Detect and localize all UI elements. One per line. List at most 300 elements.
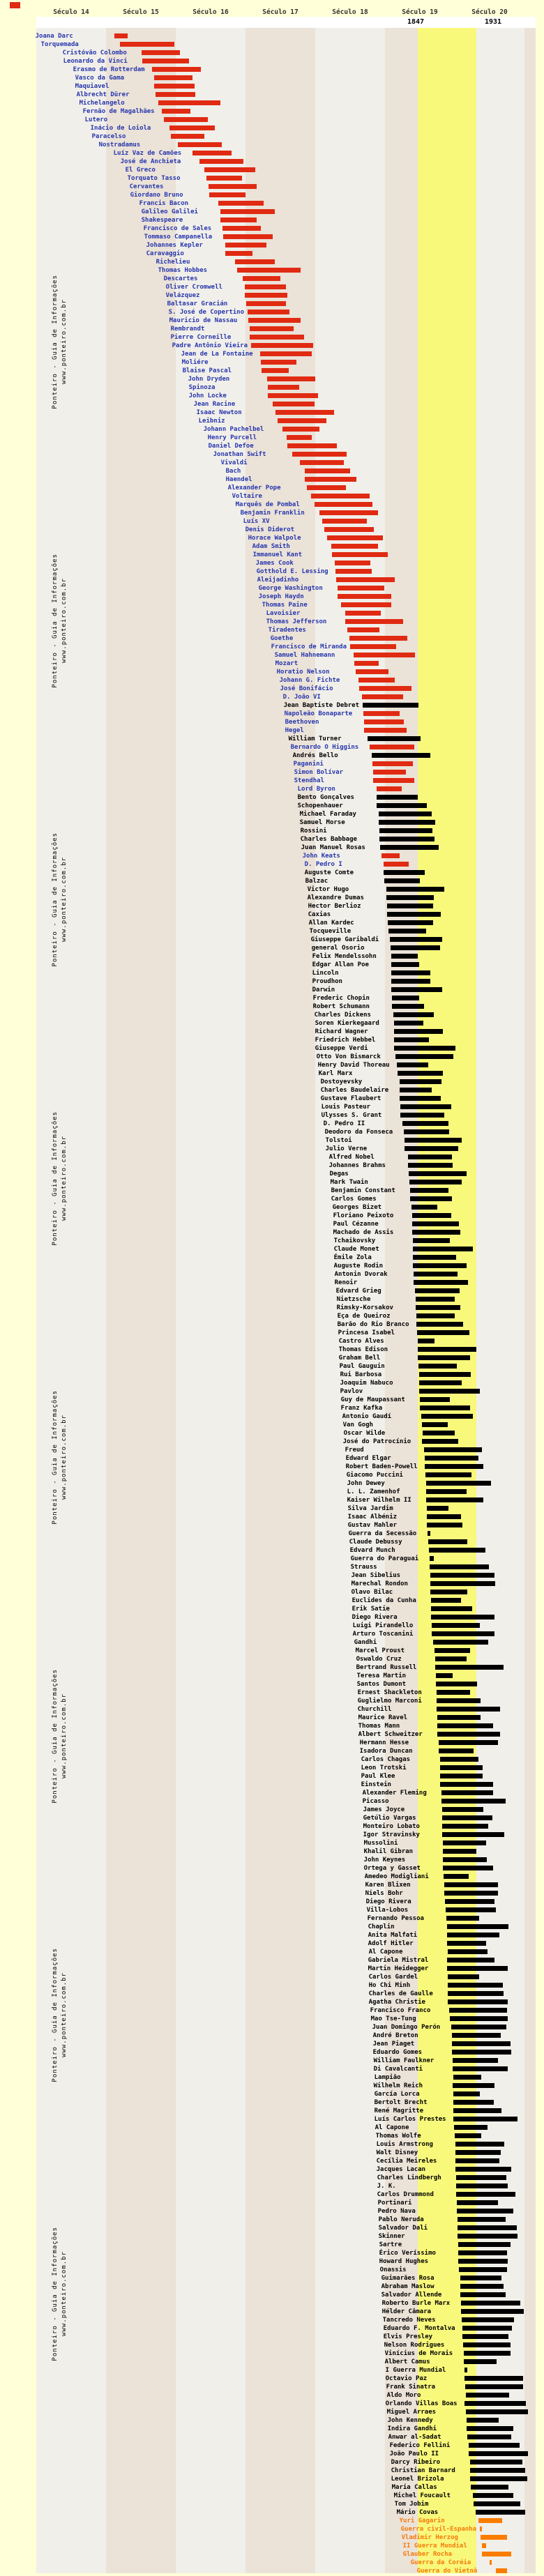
row-label[interactable]: Padre Antônio Vieira: [172, 342, 248, 349]
row-label[interactable]: Luís XV: [243, 518, 319, 525]
row-label[interactable]: Pablo Neruda: [378, 2216, 454, 2223]
row-label[interactable]: Hélder Câmara: [381, 2308, 458, 2315]
row-label[interactable]: John Dryden: [188, 376, 264, 383]
row-label[interactable]: Gabriela Mistral: [368, 1957, 444, 1964]
row-label[interactable]: Hector Berlioz: [308, 903, 384, 910]
row-label[interactable]: Gotthold E. Lessing: [256, 568, 332, 575]
row-label[interactable]: Roberto Burle Marx: [381, 2300, 458, 2307]
row-label[interactable]: Thomas Edison: [338, 1346, 414, 1353]
row-label[interactable]: Michael Faraday: [299, 811, 375, 818]
row-label[interactable]: Gustave Flaubert: [320, 1095, 396, 1102]
row-label[interactable]: Tchaikovsky: [333, 1237, 409, 1244]
row-label[interactable]: Alexander Pope: [227, 485, 303, 491]
row-label[interactable]: Giacomo Puccini: [346, 1472, 422, 1479]
row-label[interactable]: Rui Barbosa: [340, 1371, 416, 1378]
row-label[interactable]: Frank Sinatra: [386, 2384, 462, 2391]
row-label[interactable]: J. K.: [377, 2183, 453, 2190]
row-label[interactable]: Edvard Grieg: [335, 1288, 411, 1295]
row-label[interactable]: Louis Pasteur: [321, 1104, 397, 1111]
row-label[interactable]: Haendel: [225, 476, 301, 483]
row-label[interactable]: Shakespeare: [141, 217, 217, 224]
row-label[interactable]: Charles Baudelaire: [320, 1087, 396, 1094]
row-label[interactable]: Henry Purcell: [207, 434, 283, 441]
row-label[interactable]: Christian Barnard: [391, 2467, 467, 2474]
row-label[interactable]: Caxias: [308, 911, 384, 918]
row-label[interactable]: Cecília Meireles: [376, 2158, 452, 2165]
row-label[interactable]: Luigi Pirandello: [352, 1622, 428, 1629]
row-label[interactable]: Giuseppe Garibaldi: [310, 936, 386, 943]
row-label[interactable]: Proudhon: [312, 978, 388, 985]
row-label[interactable]: Daniel Defoe: [208, 443, 284, 450]
row-label[interactable]: Princesa Isabel: [338, 1329, 414, 1336]
row-label[interactable]: Tiradentes: [268, 627, 344, 634]
row-label[interactable]: Beethoven: [285, 719, 361, 726]
row-label[interactable]: Robert Baden-Powell: [345, 1463, 421, 1470]
row-label[interactable]: Rossini: [300, 828, 376, 834]
row-label[interactable]: Jean Sibelius: [351, 1572, 427, 1579]
row-label[interactable]: Euclides da Cunha: [352, 1597, 428, 1604]
row-label[interactable]: Edgar Allan Poe: [312, 961, 388, 968]
row-label[interactable]: Mozart: [275, 660, 351, 667]
row-label[interactable]: Diego Rivera: [365, 1898, 441, 1905]
row-label[interactable]: Albrecht Dürer: [76, 91, 152, 98]
row-label[interactable]: John Locke: [188, 393, 264, 399]
row-label[interactable]: Guerra civil-Espanha: [400, 2526, 476, 2533]
row-label[interactable]: Thomas Hobbes: [158, 267, 234, 274]
row-label[interactable]: Eça de Queiroz: [337, 1313, 413, 1320]
row-label[interactable]: Oscar Wilde: [343, 1430, 419, 1437]
row-label[interactable]: Salvador Dali: [378, 2225, 454, 2232]
row-label[interactable]: Simon Bolívar: [294, 769, 370, 776]
row-label[interactable]: Joaquim Nabuco: [340, 1380, 416, 1387]
row-label[interactable]: Charles Dickens: [314, 1012, 390, 1019]
row-label[interactable]: Samuel Morse: [299, 819, 375, 826]
row-label[interactable]: Juan Manuel Rosas: [301, 844, 377, 851]
row-label[interactable]: Maurice Ravel: [358, 1714, 434, 1721]
row-label[interactable]: Leonardo da Vinci: [63, 58, 139, 65]
row-label[interactable]: Victor Hugo: [307, 886, 383, 893]
row-label[interactable]: Voltaire: [232, 493, 308, 500]
row-label[interactable]: Ho Chi Minh: [368, 1982, 444, 1989]
row-label[interactable]: Floriano Peixoto: [333, 1212, 409, 1219]
row-label[interactable]: Immanuel Kant: [252, 551, 328, 558]
row-label[interactable]: Indira Gandhi: [387, 2425, 463, 2432]
row-label[interactable]: Jean Baptiste Debret: [283, 702, 359, 709]
row-label[interactable]: Joana Darc: [35, 33, 111, 40]
row-label[interactable]: Edward Elgar: [345, 1455, 421, 1462]
row-label[interactable]: Benjamin Constant: [331, 1187, 407, 1194]
row-label[interactable]: Fernando Pessoa: [367, 1915, 443, 1922]
row-label[interactable]: Karen Blixen: [365, 1882, 441, 1889]
row-label[interactable]: William Turner: [288, 736, 364, 742]
row-label[interactable]: Guerra do Vietnã: [416, 2568, 492, 2575]
row-label[interactable]: Santos Dumont: [356, 1681, 432, 1688]
row-label[interactable]: Renoir: [334, 1279, 410, 1286]
row-label[interactable]: Picasso: [362, 1798, 438, 1805]
row-label[interactable]: Freud: [345, 1447, 421, 1454]
row-label[interactable]: Maquiavel: [75, 83, 151, 90]
row-label[interactable]: Walt Disney: [376, 2149, 452, 2156]
row-label[interactable]: Bertrand Russell: [356, 1664, 432, 1671]
row-label[interactable]: Arturo Toscanini: [352, 1631, 428, 1638]
row-label[interactable]: II Guerra Mundial: [402, 2543, 478, 2550]
row-label[interactable]: Gandhi: [354, 1639, 430, 1646]
row-label[interactable]: Johannes Brahms: [328, 1162, 405, 1169]
row-label[interactable]: Joseph Haydn: [258, 593, 334, 600]
row-label[interactable]: Villa-Lobos: [366, 1907, 442, 1914]
row-label[interactable]: Graham Bell: [338, 1355, 414, 1362]
row-label[interactable]: Bertolt Brecht: [374, 2099, 450, 2106]
row-label[interactable]: James Cook: [255, 560, 331, 567]
row-label[interactable]: Aleijadinho: [257, 577, 333, 584]
row-label[interactable]: Émile Zola: [333, 1254, 409, 1261]
row-label[interactable]: Michelangelo: [79, 100, 155, 107]
row-label[interactable]: Johann Pachelbel: [203, 426, 279, 433]
row-label[interactable]: Getúlio Vargas: [363, 1815, 439, 1822]
row-label[interactable]: Vinícius de Morais: [384, 2350, 460, 2357]
row-label[interactable]: Nostradamus: [98, 142, 174, 148]
row-label[interactable]: Pedro Nava: [377, 2208, 453, 2215]
row-label[interactable]: Thomas Wolfe: [375, 2133, 451, 2140]
row-label[interactable]: Salvador Allende: [381, 2292, 457, 2299]
row-label[interactable]: Guglielmo Marconi: [357, 1698, 433, 1705]
row-label[interactable]: Ernest Shackleton: [357, 1689, 433, 1696]
row-label[interactable]: Carlos Gardel: [368, 1974, 444, 1981]
row-label[interactable]: Bento Gonçalves: [297, 794, 373, 801]
row-label[interactable]: Claude Monet: [333, 1246, 409, 1253]
row-label[interactable]: Adolf Hitler: [368, 1940, 444, 1947]
row-label[interactable]: John Keynes: [363, 1857, 439, 1864]
row-label[interactable]: Rimsky-Korsakov: [336, 1304, 412, 1311]
row-label[interactable]: Thomas Mann: [358, 1723, 434, 1730]
row-label[interactable]: Pavlov: [340, 1388, 416, 1395]
row-label[interactable]: Napoleão Bonaparte: [284, 710, 360, 717]
row-label[interactable]: Georges Bizet: [332, 1204, 408, 1211]
row-label[interactable]: Jean Piaget: [372, 2041, 448, 2048]
row-label[interactable]: Silva Jardim: [347, 1505, 423, 1512]
row-label[interactable]: Lincoln: [312, 970, 388, 977]
row-label[interactable]: Baltasar Gracián: [167, 300, 243, 307]
row-label[interactable]: Chaplin: [368, 1923, 444, 1930]
row-label[interactable]: Michel Foucault: [393, 2492, 469, 2499]
row-label[interactable]: Einstein: [361, 1781, 437, 1788]
row-label[interactable]: Darcy Ribeiro: [391, 2459, 467, 2466]
row-label[interactable]: Luíz Vaz de Camões: [113, 150, 189, 157]
row-label[interactable]: Wilhelm Reich: [373, 2082, 449, 2089]
row-label[interactable]: Francisco de Sales: [143, 225, 219, 232]
row-label[interactable]: José de Anchieta: [120, 158, 196, 165]
row-label[interactable]: Ortega y Gasset: [363, 1865, 439, 1872]
row-label[interactable]: Antonio Gaudí: [342, 1413, 418, 1420]
row-label[interactable]: D. Pedro II: [323, 1120, 399, 1127]
row-label[interactable]: Mark Twain: [330, 1179, 406, 1186]
row-label[interactable]: Cristóvão Colombo: [62, 49, 138, 56]
row-label[interactable]: Sartre: [379, 2241, 455, 2248]
row-label[interactable]: Julio Verne: [325, 1145, 401, 1152]
row-label[interactable]: Érico Veríssimo: [379, 2250, 455, 2257]
row-label[interactable]: Benjamin Franklin: [240, 510, 316, 517]
row-label[interactable]: El Greco: [125, 167, 201, 174]
row-label[interactable]: Churchill: [357, 1706, 433, 1713]
row-label[interactable]: Descartes: [163, 275, 239, 282]
row-label[interactable]: Torquemada: [40, 41, 116, 48]
row-label[interactable]: Antonin Dvorak: [334, 1271, 410, 1278]
row-label[interactable]: Soren Kierkegaard: [315, 1020, 391, 1027]
row-label[interactable]: Guerra da Coréia: [410, 2559, 486, 2566]
row-label[interactable]: Hermann Hesse: [359, 1739, 435, 1746]
row-label[interactable]: Auguste Rodin: [333, 1263, 409, 1270]
row-label[interactable]: Oswaldo Cruz: [356, 1656, 432, 1663]
row-label[interactable]: Oliver Cromwell: [165, 284, 241, 291]
row-label[interactable]: Inácio de Loiola: [90, 125, 166, 132]
row-label[interactable]: Tommaso Campanella: [144, 234, 220, 241]
row-label[interactable]: Martin Heidegger: [368, 1965, 444, 1972]
row-label[interactable]: Carlos Chagas: [361, 1756, 437, 1763]
row-label[interactable]: Francisco Franco: [370, 2007, 446, 2014]
row-label[interactable]: D. Pedro I: [304, 861, 380, 868]
row-label[interactable]: Vladimir Herzog: [401, 2534, 477, 2541]
row-label[interactable]: Giordano Bruno: [130, 192, 206, 199]
row-label[interactable]: Horace Walpole: [248, 535, 324, 542]
row-label[interactable]: Tancredo Neves: [382, 2317, 458, 2324]
row-label[interactable]: Pierre Corneille: [170, 334, 246, 341]
row-label[interactable]: Albert Schweitzer: [358, 1731, 434, 1738]
row-label[interactable]: Khalil Gibran: [363, 1848, 439, 1855]
row-label[interactable]: Galileo Galilei: [141, 208, 217, 215]
row-label[interactable]: S. José de Copertino: [168, 309, 244, 316]
row-label[interactable]: Jean Racine: [193, 401, 269, 408]
row-label[interactable]: Mário Covas: [396, 2509, 472, 2516]
row-label[interactable]: Kaiser Wilhelm II: [347, 1497, 423, 1504]
row-label[interactable]: García Lorca: [374, 2091, 450, 2098]
row-label[interactable]: Hegel: [285, 727, 361, 734]
row-label[interactable]: L. L. Zamenhof: [347, 1488, 423, 1495]
row-label[interactable]: Dostoyevsky: [320, 1079, 396, 1085]
row-label[interactable]: Glauber Rocha: [402, 2551, 478, 2558]
row-label[interactable]: Tocqueville: [309, 928, 385, 935]
row-label[interactable]: Claude Debussy: [349, 1539, 425, 1546]
row-label[interactable]: John Dewey: [347, 1480, 423, 1487]
row-label[interactable]: Isaac Newton: [196, 409, 272, 416]
row-label[interactable]: James Joyce: [363, 1806, 439, 1813]
row-label[interactable]: Guimarães Rosa: [381, 2275, 457, 2282]
row-label[interactable]: Lampião: [374, 2074, 450, 2081]
row-label[interactable]: Eduardo F. Montalva: [383, 2325, 459, 2332]
row-label[interactable]: Federico Fellini: [389, 2442, 465, 2449]
row-label[interactable]: Edvard Munch: [349, 1547, 425, 1554]
row-label[interactable]: D. João VI: [282, 694, 358, 701]
row-label[interactable]: Charles de Gaulle: [368, 1990, 444, 1997]
row-label[interactable]: Richard Wagner: [315, 1028, 391, 1035]
row-label[interactable]: Van Gogh: [342, 1422, 418, 1428]
row-label[interactable]: Aldo Moro: [386, 2392, 462, 2399]
row-label[interactable]: general Osorio: [311, 945, 387, 952]
row-label[interactable]: Amedeo Modigliani: [364, 1873, 440, 1880]
row-label[interactable]: George Washington: [258, 585, 334, 592]
row-label[interactable]: Fernão de Magalhães: [82, 108, 158, 115]
row-label[interactable]: Albert Camus: [384, 2358, 460, 2365]
row-label[interactable]: Franz Kafka: [340, 1405, 416, 1412]
row-label[interactable]: Blaise Pascal: [182, 367, 258, 374]
row-label[interactable]: Torquato Tasso: [127, 175, 203, 182]
row-label[interactable]: Castro Alves: [338, 1338, 414, 1345]
row-label[interactable]: Machado de Assis: [333, 1229, 409, 1236]
row-label[interactable]: Nelson Rodrigues: [384, 2342, 460, 2349]
row-label[interactable]: Erasmo de Rotterdam: [73, 66, 149, 73]
row-label[interactable]: Carlos Drummond: [377, 2191, 453, 2198]
row-label[interactable]: Mao Tse-Tung: [370, 2015, 446, 2022]
row-label[interactable]: Di Cavalcanti: [373, 2066, 449, 2073]
row-label[interactable]: Mussolini: [363, 1840, 439, 1847]
row-label[interactable]: Cervantes: [129, 183, 205, 190]
row-label[interactable]: Elvis Presley: [383, 2333, 459, 2340]
row-label[interactable]: Paganini: [293, 761, 369, 768]
row-label[interactable]: Horatio Nelson: [276, 669, 352, 676]
row-label[interactable]: Otto Von Bismarck: [316, 1053, 392, 1060]
row-label[interactable]: José do Patrocínio: [342, 1438, 418, 1445]
row-label[interactable]: Al Capone: [368, 1949, 444, 1956]
row-label[interactable]: I Guerra Mundial: [385, 2367, 461, 2374]
row-label[interactable]: Thomas Paine: [262, 602, 338, 609]
row-label[interactable]: Auguste Comte: [304, 869, 380, 876]
row-label[interactable]: William Faulkner: [373, 2057, 449, 2064]
row-label[interactable]: Tolstoi: [325, 1137, 401, 1144]
row-label[interactable]: Juan Domingo Perón: [372, 2024, 448, 2031]
row-label[interactable]: Allan Kardec: [308, 920, 384, 927]
row-label[interactable]: Lutero: [84, 116, 160, 123]
row-label[interactable]: Carlos Gomes: [331, 1196, 407, 1203]
row-label[interactable]: Anwar al-Sadat: [388, 2434, 464, 2441]
row-label[interactable]: Degas: [329, 1171, 405, 1178]
row-label[interactable]: Yuri Gagarin: [399, 2517, 475, 2524]
row-label[interactable]: Paul Cézanne: [333, 1221, 409, 1228]
row-label[interactable]: Eduardo Gomes: [372, 2049, 448, 2056]
row-label[interactable]: Darwin: [312, 986, 388, 993]
row-label[interactable]: Miguel Arraes: [386, 2409, 462, 2416]
row-label[interactable]: Johann G. Fichte: [279, 677, 355, 684]
row-label[interactable]: Gustav Mahler: [347, 1522, 423, 1529]
row-label[interactable]: Guerra do Paraguai: [350, 1555, 426, 1562]
row-label[interactable]: Thomas Jefferson: [266, 618, 342, 625]
row-label[interactable]: Stendhal: [294, 777, 370, 784]
row-label[interactable]: Spinoza: [188, 384, 264, 391]
row-label[interactable]: Rembrandt: [170, 326, 246, 333]
row-label[interactable]: Ulysses S. Grant: [321, 1112, 397, 1119]
row-label[interactable]: Agatha Christie: [368, 1999, 444, 2006]
row-label[interactable]: Portinari: [377, 2200, 453, 2207]
row-label[interactable]: Louis Armstrong: [376, 2141, 452, 2148]
row-label[interactable]: André Breton: [372, 2032, 448, 2039]
row-label[interactable]: Strauss: [350, 1564, 426, 1571]
row-label[interactable]: Charles Babbage: [300, 836, 376, 843]
row-label[interactable]: Schopenhauer: [297, 802, 373, 809]
row-label[interactable]: Paul Klee: [361, 1773, 437, 1780]
row-label[interactable]: Isaac Albéniz: [347, 1514, 423, 1521]
row-label[interactable]: Marcel Proust: [355, 1647, 431, 1654]
row-label[interactable]: Olavo Bilac: [351, 1589, 427, 1596]
row-label[interactable]: Felix Mendelssohn: [312, 953, 388, 960]
row-label[interactable]: Francis Bacon: [139, 200, 215, 207]
row-label[interactable]: Vasco da Gama: [75, 75, 151, 82]
row-label[interactable]: John Keats: [302, 853, 378, 860]
row-label[interactable]: Balzac: [305, 878, 381, 885]
row-label[interactable]: Marquês de Pombal: [235, 501, 311, 508]
row-label[interactable]: José Bonifácio: [280, 685, 356, 692]
row-label[interactable]: Alexandre Dumas: [307, 894, 383, 901]
row-label[interactable]: João Paulo II: [389, 2451, 465, 2457]
row-label[interactable]: Guy de Maupassant: [340, 1396, 416, 1403]
row-label[interactable]: John Kennedy: [387, 2417, 463, 2424]
row-label[interactable]: Maria Callas: [391, 2484, 467, 2491]
row-label[interactable]: Jacques Lacan: [376, 2166, 452, 2173]
row-label[interactable]: Leonel Brizola: [391, 2476, 467, 2483]
row-label[interactable]: Adam Smith: [252, 543, 328, 550]
row-label[interactable]: Richelieu: [156, 259, 232, 266]
row-label[interactable]: Andrés Bello: [292, 752, 368, 759]
row-label[interactable]: Howard Hughes: [379, 2258, 455, 2265]
row-label[interactable]: Mauricio de Nassau: [169, 317, 245, 324]
row-label[interactable]: Goethe: [270, 635, 346, 642]
row-label[interactable]: Luís Carlos Prestes: [374, 2116, 450, 2123]
row-label[interactable]: Johannes Kepler: [146, 242, 222, 249]
row-label[interactable]: Anita Malfati: [368, 1932, 444, 1939]
row-label[interactable]: Alexander Fleming: [362, 1790, 438, 1797]
row-label[interactable]: Al Capone: [375, 2124, 451, 2131]
row-label[interactable]: Abraham Maslow: [381, 2283, 457, 2290]
row-label[interactable]: Frederic Chopin: [312, 995, 388, 1002]
row-label[interactable]: Guerra da Secessão: [348, 1530, 424, 1537]
row-label[interactable]: Velázquez: [165, 292, 241, 299]
row-label[interactable]: Octavio Paz: [385, 2375, 461, 2382]
row-label[interactable]: Nietzsche: [336, 1296, 412, 1303]
row-label[interactable]: Monteiro Lobato: [363, 1823, 439, 1830]
row-label[interactable]: René Magritte: [374, 2108, 450, 2114]
row-label[interactable]: Francisco de Miranda: [271, 643, 347, 650]
row-label[interactable]: Henry David Thoreau: [317, 1062, 393, 1069]
row-label[interactable]: Samuel Hahnemann: [274, 652, 350, 659]
row-label[interactable]: Paul Gauguin: [339, 1363, 415, 1370]
row-label[interactable]: Charles Lindbergh: [377, 2174, 453, 2181]
row-label[interactable]: Tom Jobim: [394, 2501, 470, 2508]
row-label[interactable]: Alfred Nobel: [328, 1154, 405, 1161]
row-label[interactable]: Caravaggio: [146, 250, 222, 257]
row-label[interactable]: Jonathan Swift: [213, 451, 289, 458]
row-label[interactable]: Orlando Villas Boas: [385, 2400, 461, 2407]
row-label[interactable]: Niels Bohr: [365, 1890, 441, 1897]
row-label[interactable]: Robert Schumann: [312, 1003, 388, 1010]
row-label[interactable]: Bernardo O Higgins: [290, 744, 366, 751]
row-label[interactable]: Paracelso: [91, 133, 167, 140]
row-label[interactable]: Teresa Martin: [356, 1672, 432, 1679]
row-label[interactable]: Karl Marx: [318, 1070, 394, 1077]
row-label[interactable]: Deodoro da Fonseca: [324, 1129, 400, 1136]
row-label[interactable]: Friedrich Hebbel: [315, 1037, 391, 1044]
row-label[interactable]: Barão do Rio Branco: [337, 1321, 413, 1328]
row-label[interactable]: Vivaldi: [220, 459, 296, 466]
row-label[interactable]: Jean de La Fontaine: [181, 351, 257, 358]
row-label[interactable]: Marechal Rondon: [351, 1580, 427, 1587]
row-label[interactable]: Denis Diderot: [245, 526, 321, 533]
row-label[interactable]: Lavoisier: [266, 610, 342, 617]
row-label[interactable]: Erik Satie: [352, 1606, 428, 1613]
row-label[interactable]: Giuseppe Verdi: [315, 1045, 391, 1052]
row-label[interactable]: Lord Byron: [297, 786, 373, 793]
row-label[interactable]: Isadora Duncan: [359, 1748, 435, 1755]
row-label[interactable]: Onassis: [379, 2266, 455, 2273]
row-label[interactable]: Bach: [225, 468, 301, 475]
row-label[interactable]: Leon Trotski: [361, 1765, 437, 1771]
row-label[interactable]: Moliére: [181, 359, 257, 366]
